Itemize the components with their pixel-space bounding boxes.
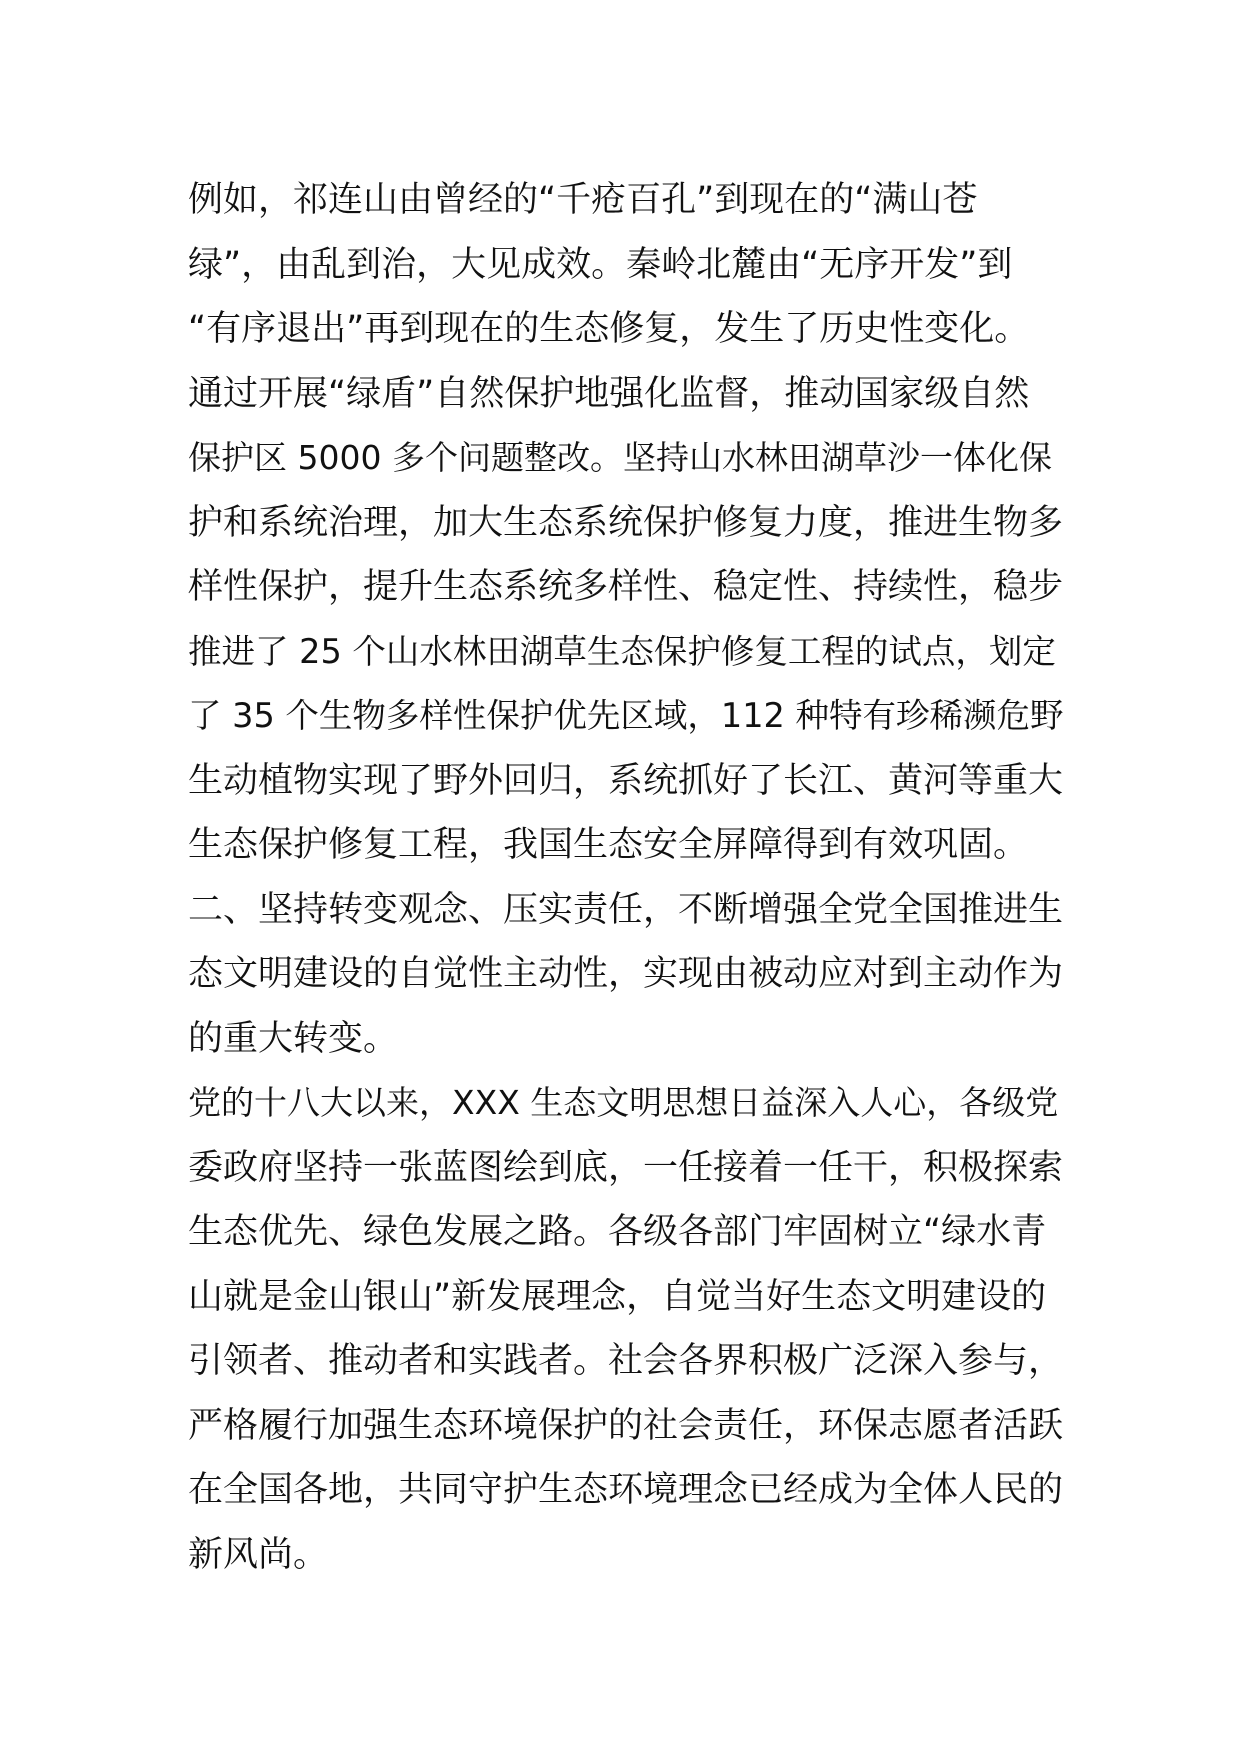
text-line: 了 35 个生物多样性保护优先区域，112 种特有珍稀濒危野 [188,696,1064,735]
text-line: “有序退出”再到现在的生态修复，发生了历史性变化。 [188,309,1030,349]
text-line: 通过开展“绿盾”自然保护地强化监督，推动国家级自然 [188,373,1030,414]
text-line: 推进了 25 个山水林田湖草生态保护修复工程的试点，划定 [188,631,1056,671]
text-line: 新风尚。 [188,1534,329,1575]
text-line: 护和系统治理，加大生态系统保护修复力度，推进生物多 [188,502,1064,543]
section-heading-line: 的重大转变。 [188,1018,399,1059]
text-line: 保护区 5000 多个问题整改。坚持山水林田湖草沙一体化保 [188,438,1052,477]
text-line: 严格履行加强生态环境保护的社会责任，环保志愿者活跃 [188,1405,1064,1446]
text-line: 生态保护修复工程，我国生态安全屏障得到有效巩固。 [188,825,1029,865]
text-line: 生动植物实现了野外回归，系统抓好了长江、黄河等重大 [188,760,1064,801]
text-line: 例如，祁连山由曾经的“千疮百孔”到现在的“满山苍 [188,180,978,220]
text-line: 样性保护，提升生态系统多样性、稳定性、持续性，稳步 [188,567,1064,607]
text-line: 委政府坚持一张蓝图绘到底，一任接着一任干，积极探索 [188,1147,1064,1188]
document-body [188,168,1064,1587]
text-line: 生态优先、绿色发展之路。各级各部门牢固树立“绿水青 [188,1212,1047,1252]
text-line: 山就是金山银山”新发展理念，自觉当好生态文明建设的 [188,1276,1047,1317]
section-heading-line: 二、坚持转变观念、压实责任，不断增强全党全国推进生 [188,889,1064,930]
text-line: 在全国各地，共同守护生态环境理念已经成为全体人民的 [188,1470,1064,1510]
section-heading-line: 态文明建设的自觉性主动性，实现由被动应对到主动作为 [188,954,1064,994]
text-line: 党的十八大以来，XXX 生态文明思想日益深入人心，各级党 [188,1083,1059,1122]
text-line: 引领者、推动者和实践者。社会各界积极广泛深入参与， [188,1341,1064,1381]
text-line: 绿”，由乱到治，大见成效。秦岭北麓由“无序开发”到 [188,244,1013,285]
